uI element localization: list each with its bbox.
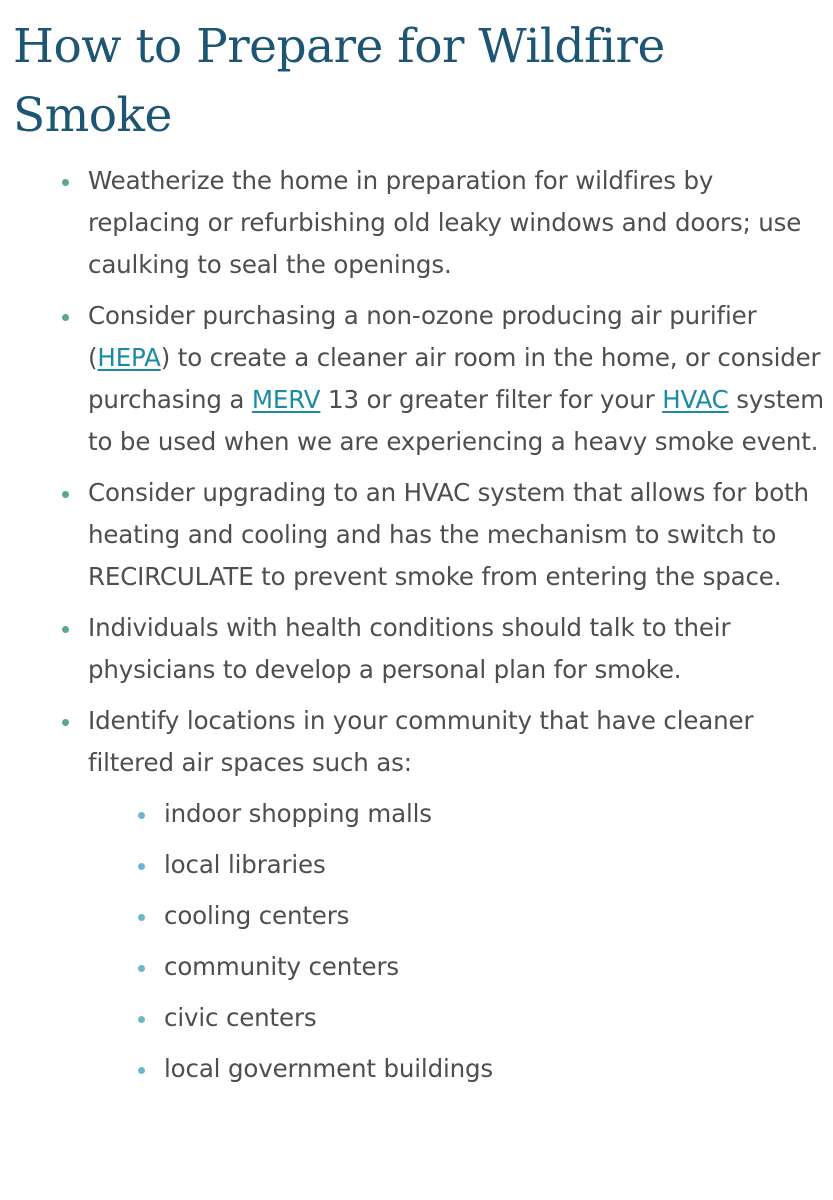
list-item-health-conditions bbox=[0, 607, 833, 691]
merv-link[interactable]: MERV bbox=[251, 385, 321, 414]
list-item-text: system to be used when we are experiencing a heavy smoke event. bbox=[88, 385, 824, 456]
sub-bullet-icon bbox=[138, 1067, 145, 1074]
list-item-hvac-upgrade bbox=[0, 472, 833, 598]
sub-list-item-text: cooling centers bbox=[164, 901, 350, 930]
list-item-text: ) to create a cleaner air room in the home, or consider purchasing a bbox=[88, 343, 821, 414]
list-item-air-purifier bbox=[0, 295, 833, 463]
sub-list-item-text: community centers bbox=[164, 952, 399, 981]
sub-list-item bbox=[88, 946, 831, 988]
sub-list-item-text: local government buildings bbox=[164, 1054, 494, 1083]
sub-list-item-text: local libraries bbox=[164, 850, 326, 879]
hvac-link[interactable]: HVAC bbox=[662, 385, 729, 414]
sub-list-item-text: civic centers bbox=[164, 1003, 317, 1032]
list-item-locations bbox=[0, 700, 833, 1090]
bullet-icon bbox=[62, 314, 69, 321]
page-title: How to Prepare for Wildfire Smoke bbox=[13, 19, 665, 143]
bullet-icon bbox=[62, 626, 69, 633]
sub-bullet-icon bbox=[138, 812, 145, 819]
sub-bullet-icon bbox=[138, 914, 145, 921]
bullet-icon bbox=[62, 719, 69, 726]
list-item-text: Individuals with health conditions should talk to their physicians to develop a personal plan for smoke. bbox=[88, 613, 731, 684]
sub-bullet-icon bbox=[138, 1016, 145, 1023]
sub-bullet-icon bbox=[138, 965, 145, 972]
list-item-text: Consider purchasing a non-ozone producing air purifier ( bbox=[88, 301, 757, 372]
bullet-icon bbox=[62, 491, 69, 498]
tips-list bbox=[0, 160, 833, 1099]
list-item-text: Identify locations in your community that have cleaner filtered air spaces such as: bbox=[88, 706, 754, 777]
bullet-icon bbox=[62, 179, 69, 186]
sub-list-item bbox=[88, 895, 831, 937]
list-item-text: Consider upgrading to an HVAC system that allows for both heating and cooling and has the mechanism to switch to RECIRCULATE to prevent smoke from entering the space. bbox=[88, 478, 809, 591]
sub-list-item bbox=[88, 844, 831, 886]
sub-list-item bbox=[88, 1048, 831, 1090]
list-item-text: 13 or greater filter for your bbox=[320, 385, 663, 414]
list-item-text: Weatherize the home in preparation for wildfires by replacing or refurbishing old leaky windows and doors; use caulking to seal the openings. bbox=[88, 166, 802, 279]
sub-bullet-icon bbox=[138, 863, 145, 870]
sub-list-item bbox=[88, 793, 831, 835]
hepa-link[interactable]: HEPA bbox=[97, 343, 161, 372]
locations-sublist bbox=[88, 793, 831, 1090]
sub-list-item-text: indoor shopping malls bbox=[164, 799, 432, 828]
sub-list-item bbox=[88, 997, 831, 1039]
list-item-weatherize bbox=[0, 160, 833, 286]
